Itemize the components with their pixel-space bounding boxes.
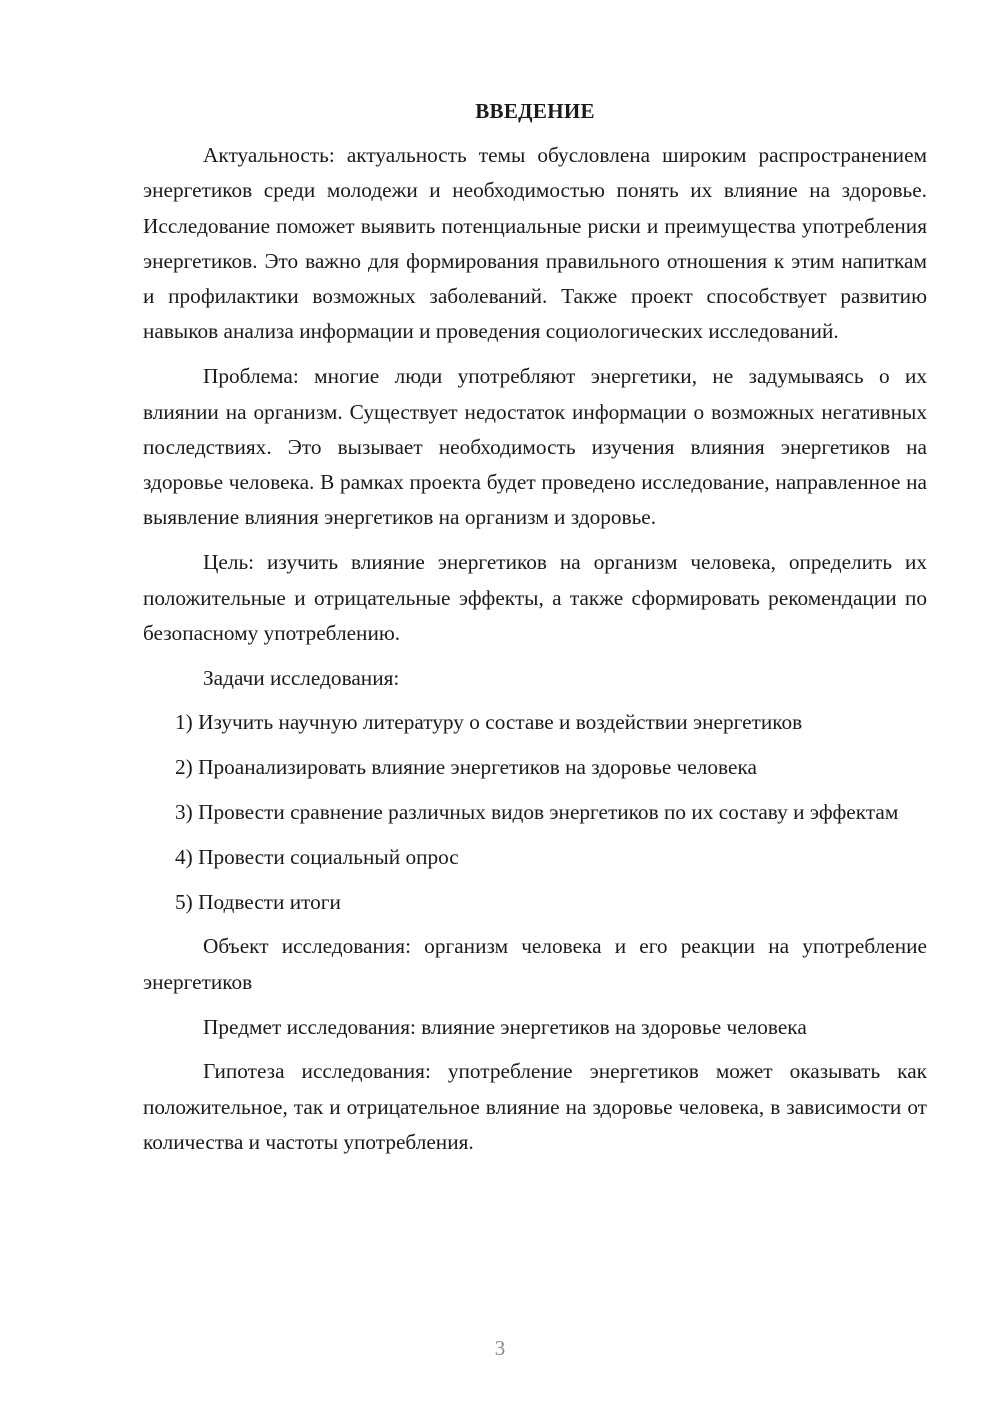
document-body [143,96,927,1160]
object-paragraph: Объект исследования: организм человека и его реакции на употребление энергетиков [143,934,927,994]
relevance-paragraph: Актуальность: актуальность темы обусловлена широким распространением энергетиков среди молодежи и необходимостью понять их влияние на здоровье. Исследование поможет выявить потенциальные риски и преимущества употребления энергетиков. Это важно для формирования правильного отношения к этим напиткам и профилактики возможных заболеваний. Также проект способствует развитию навыков анализа информации и проведения социологических исследований. [143,143,927,344]
task-item-2: 2) Проанализировать влияние энергетиков на здоровье человека [175,755,757,780]
task-item-5: 5) Подвести итоги [175,889,341,914]
tasks-heading: Задачи исследования: [203,665,400,690]
task-item-1: 1) Изучить научную литературу о составе и воздействии энергетиков [175,710,803,735]
subject-paragraph: Предмет исследования: влияние энергетиков на здоровье человека [203,1014,807,1039]
page-number: 3 [494,1336,506,1360]
section-title: ВВЕДЕНИЕ [475,99,595,123]
problem-paragraph: Проблема: многие люди употребляют энергетики, не задумываясь о их влиянии на организм. Существует недостаток информации о возможных негативных последствиях. Это вызывает необходимость изучения влияния энергетиков на здоровье человека. В рамках проекта будет проведено исследование, направленное на выявление влияния энергетиков на организм и здоровье. [143,364,927,530]
hypothesis-paragraph: Гипотеза исследования: употребление энергетиков может оказывать как положительное, так и отрицательное влияние на здоровье человека, в зависимости от количества и частоты употребления. [143,1059,927,1154]
task-item-3: 3) Провести сравнение различных видов энергетиков по их составу и эффектам [175,800,899,825]
goal-paragraph: Цель: изучить влияние энергетиков на организм человека, определить их положительные и отрицательные эффекты, а также сформировать рекомендации по безопасному употреблению. [143,550,927,645]
task-item-4: 4) Провести социальный опрос [175,844,459,869]
